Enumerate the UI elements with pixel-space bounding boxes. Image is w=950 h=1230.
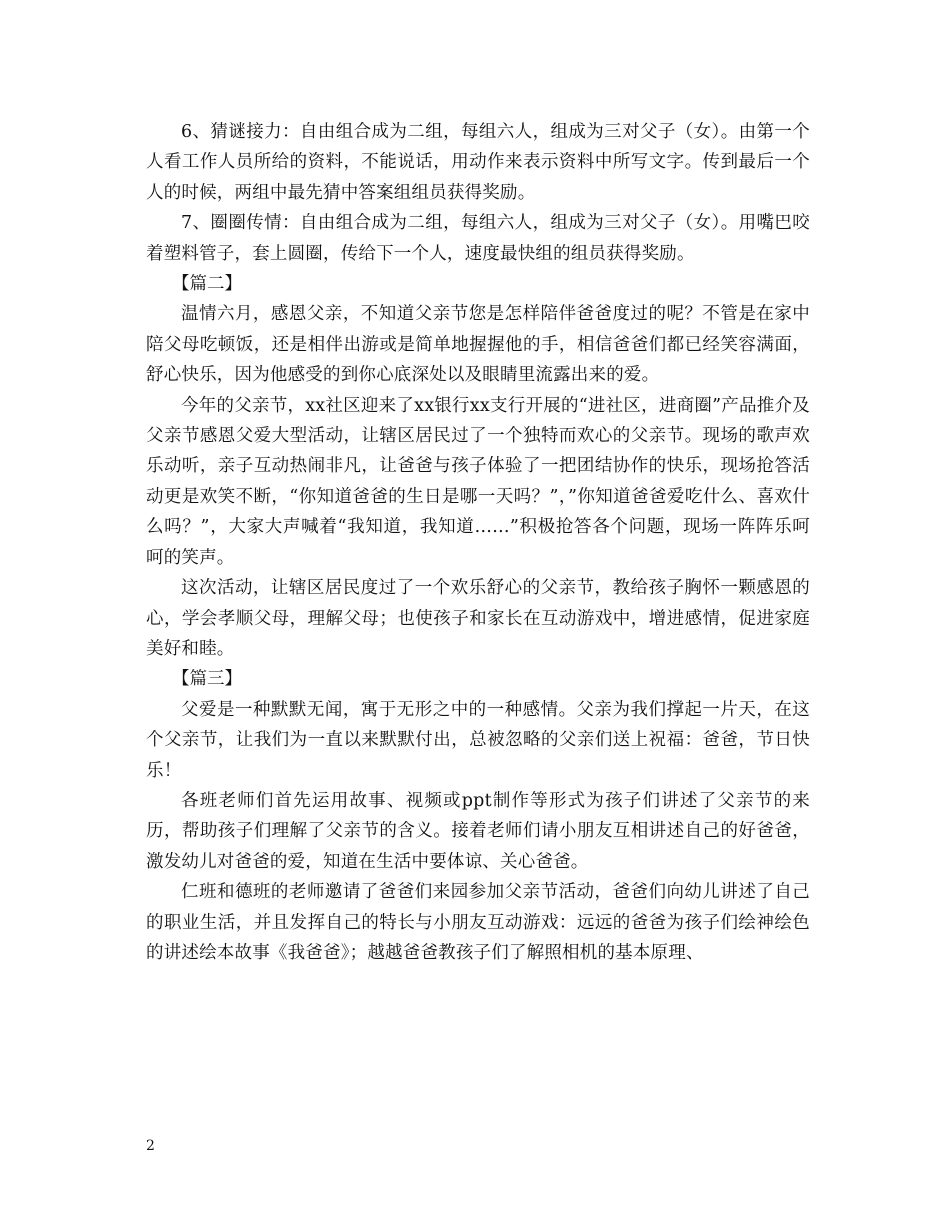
paragraph-fatherly-love: 父爱是一种默默无闻，寓于无形之中的一种感情。父亲为我们撑起一片天，在这个父亲节，让我们为一直以来默默付出，总被忽略的父亲们送上祝福：爸爸，节日快乐！: [146, 699, 810, 781]
section-heading-part-three: 【篇三】: [172, 669, 242, 690]
paragraph-warm-june: 温情六月，感恩父亲，不知道父亲节您是怎样陪伴爸爸度过的呢？不管是在家中陪父母吃顿饭，还是相伴出游或是简单地握握他的手，相信爸爸们都已经笑容满面，舒心快乐，因为他感受的到你心底深处以及眼睛里流露出来的爱。: [146, 304, 810, 386]
document-body: [146, 117, 810, 968]
paragraph-riddle-relay: 6、猜谜接力：自由组合成为二组，每组六人，组成为三对父子（女）。由第一个人看工作人员所给的资料，不能说话，用动作来表示资料中所写文字。传到最后一个人的时候，两组中最先猜中答案组组员获得奖励。: [146, 122, 810, 203]
paragraph-event-summary: 这次活动，让辖区居民度过了一个欢乐舒心的父亲节，教给孩子胸怀一颗感恩的心，学会孝顺父母，理解父母；也使孩子和家长在互动游戏中，增进感情，促进家庭美好和睦。: [146, 578, 810, 659]
paragraph-ring-relay: 7、圈圈传情：自由组合成为二组，每组六人，组成为三对父子（女）。用嘴巴咬着塑料管子，套上圆圈，传给下一个人，速度最快组的组员获得奖励。: [146, 213, 810, 264]
page-number: 2: [146, 1138, 155, 1154]
section-heading-part-two: 【篇二】: [172, 274, 242, 295]
paragraph-dads-visit: 仁班和德班的老师邀请了爸爸们来园参加父亲节活动，爸爸们向幼儿讲述了自己的职业生活，并且发挥自己的特长与小朋友互动游戏：远远的爸爸为孩子们绘神绘色的讲述绘本故事《我爸爸》；越越爸爸教孩子们了解照相机的基本原理、: [146, 882, 810, 963]
paragraph-class-teachers: 各班老师们首先运用故事、视频或ppt制作等形式为孩子们讲述了父亲节的来历，帮助孩子们理解了父亲节的含义。接着老师们请小朋友互相讲述自己的好爸爸，激发幼儿对爸爸的爱，知道在生活中要体谅、关心爸爸。: [146, 790, 810, 872]
paragraph-community-event: 今年的父亲节，xx社区迎来了xx银行xx支行开展的“进社区，进商圈”产品推介及父亲节感恩父爱大型活动，让辖区居民过了一个独特而欢心的父亲节。现场的歌声欢乐动听，亲子互动热闹非凡，让爸爸与孩子体验了一把团结协作的快乐，现场抢答活动更是欢笑不断，“你知道爸爸的生日是哪一天吗？”，”你知道爸爸爱吃什么、喜欢什么吗？”，大家大声喊着“我知道，我知道……”积极抢答各个问题，现场一阵阵乐呵呵的笑声。: [146, 395, 810, 568]
